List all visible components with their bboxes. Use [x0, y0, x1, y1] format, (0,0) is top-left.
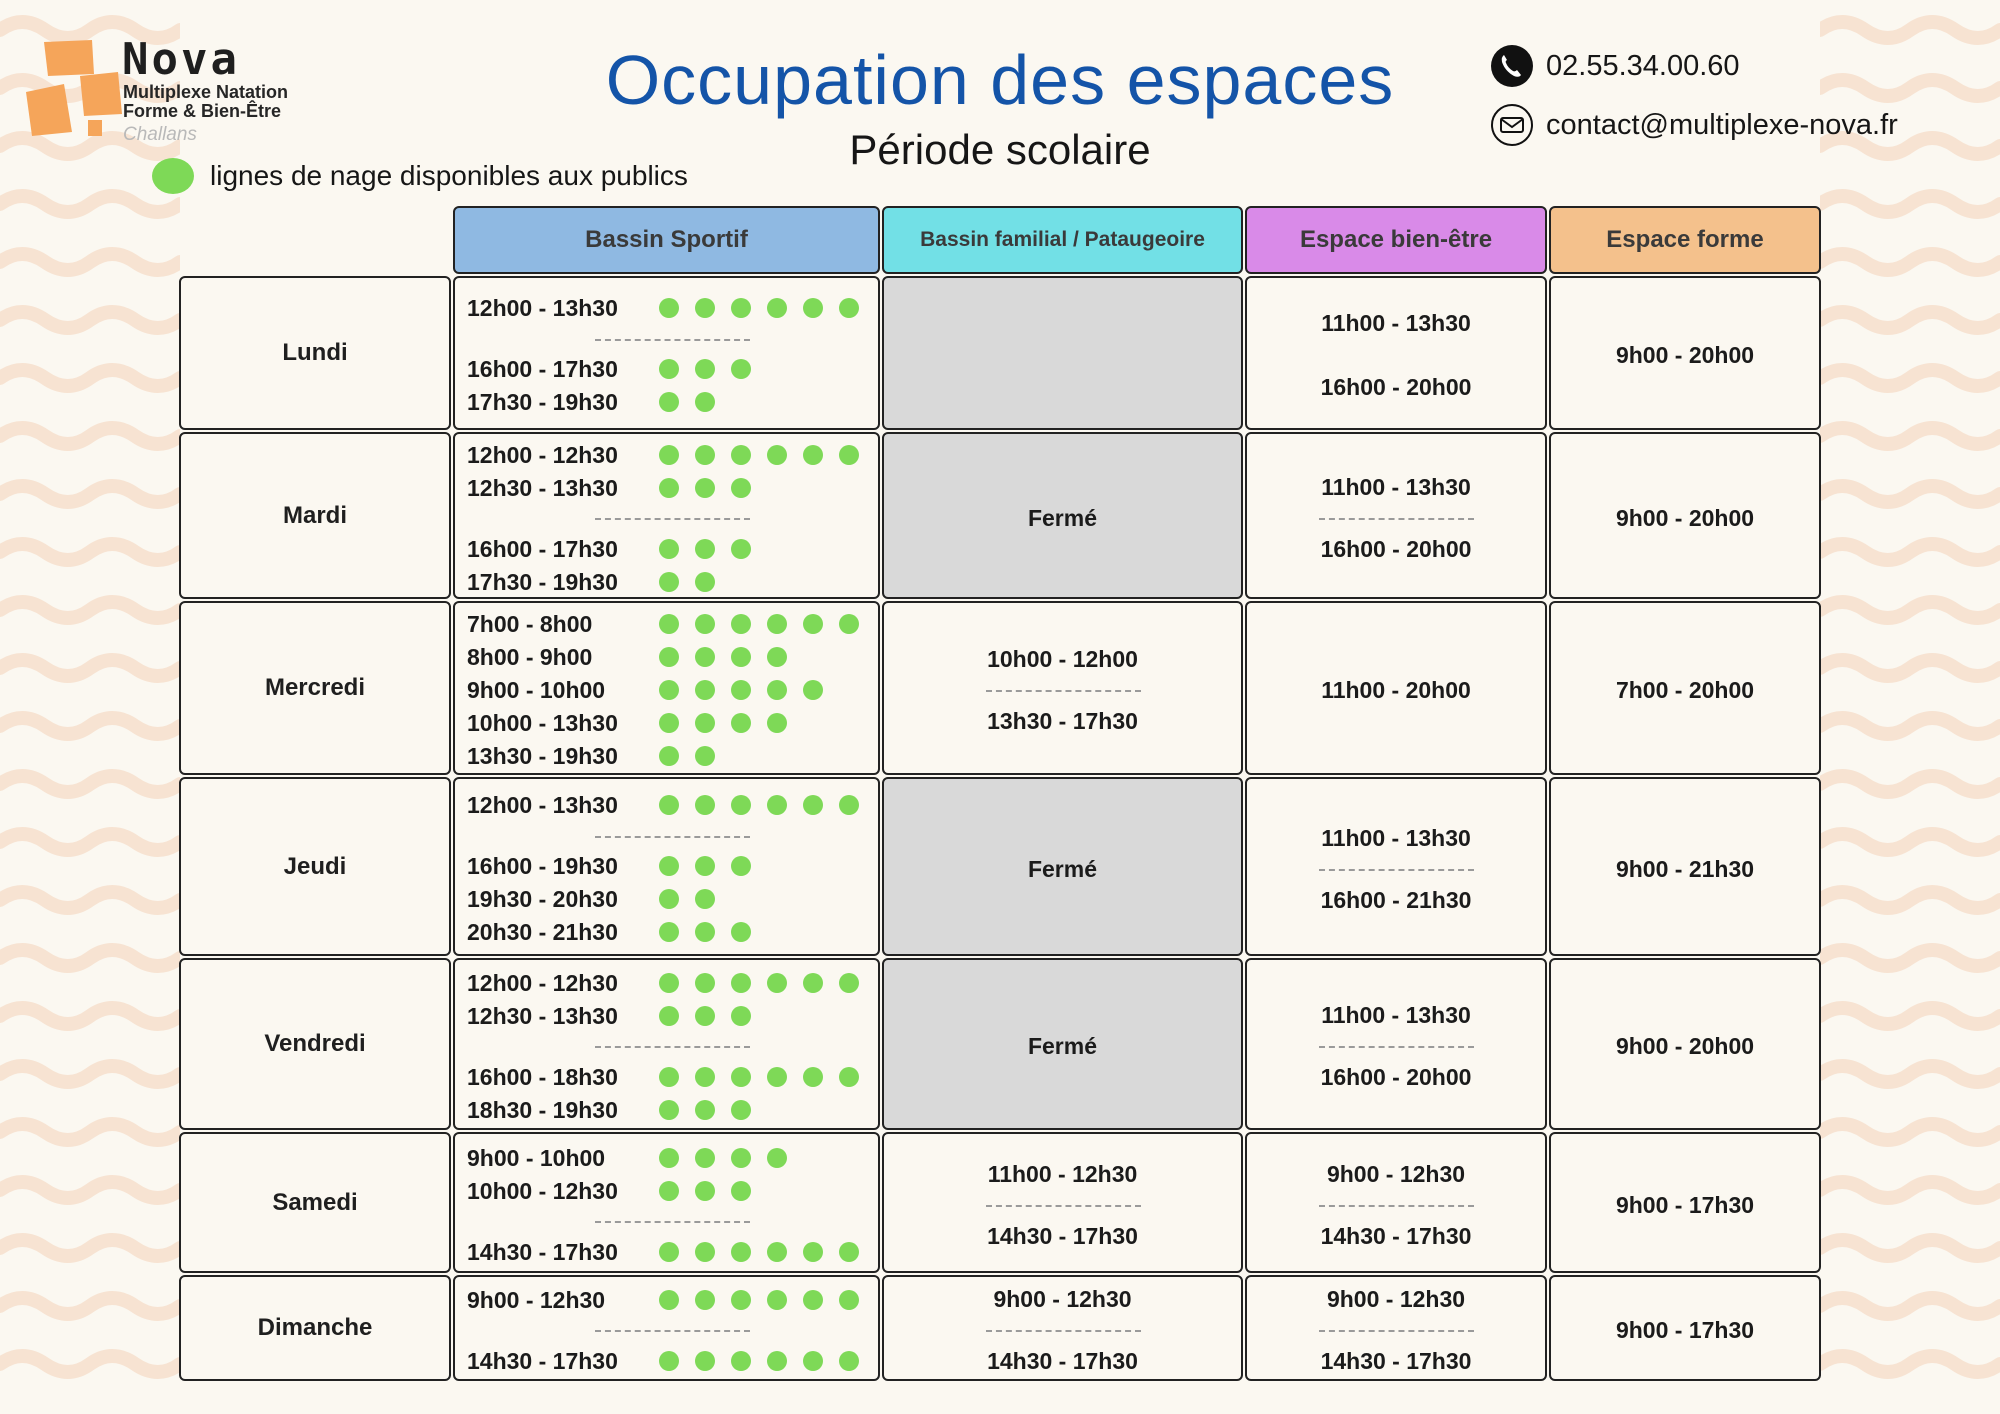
time-slot: 16h00 - 19h30 [467, 853, 618, 879]
day-cell-jeudi: Jeudi [179, 777, 451, 956]
time-slot: 19h30 - 20h30 [467, 886, 618, 912]
time-slot: 9h00 - 20h00 [1615, 342, 1755, 368]
lane-dot [695, 1351, 715, 1371]
espace-bien-etre-cell [1245, 601, 1547, 775]
lane-dot [767, 1067, 787, 1087]
lane-dot [731, 922, 751, 942]
espace-forme-cell [1549, 777, 1821, 956]
bassin-sportif-cell [453, 958, 880, 1130]
time-slot: 7h00 - 8h00 [467, 611, 593, 637]
separator-line [1319, 518, 1474, 520]
lane-dot [839, 298, 859, 318]
wave-stroke [0, 1356, 180, 1372]
bassin-sportif-cell [453, 1275, 880, 1381]
time-slot: 9h00 - 17h30 [1615, 1191, 1755, 1218]
lane-dots [659, 884, 731, 914]
lane-dot [767, 445, 787, 465]
lane-dots [659, 293, 875, 323]
lane-dot [731, 680, 751, 700]
wave-stroke [0, 1182, 180, 1198]
lane-dot [731, 1100, 751, 1120]
separator-line [986, 690, 1141, 692]
lane-dots [659, 440, 875, 470]
wave-stroke [0, 1124, 180, 1140]
bassin-familial-cell [882, 432, 1243, 599]
bassin-sportif-cell [453, 1132, 880, 1273]
lane-dot-legend-icon [152, 158, 194, 194]
espace-bien-etre-cell [1245, 1275, 1547, 1381]
time-slot: 9h00 - 21h30 [1615, 855, 1755, 882]
wave-stroke [1820, 1298, 2000, 1314]
lane-dot [731, 1242, 751, 1262]
wave-stroke [0, 1240, 180, 1256]
time-slot: 14h30 - 17h30 [1320, 1222, 1472, 1249]
separator-line [595, 1046, 750, 1048]
time-slot: 13h30 - 19h30 [467, 743, 618, 769]
bassin-sportif-cell [453, 276, 880, 430]
brand-line2: Forme & Bien-Être [123, 101, 282, 121]
lane-dots [659, 1237, 875, 1267]
lane-dot [767, 614, 787, 634]
lane-dot [695, 572, 715, 592]
lane-dot [803, 1290, 823, 1310]
separator-line [986, 1330, 1141, 1332]
lane-dot [695, 1100, 715, 1120]
wave-stroke [1820, 1182, 2000, 1198]
wave-stroke [0, 718, 180, 734]
lane-dot [659, 746, 679, 766]
lane-dot [731, 478, 751, 498]
time-slot: 9h00 - 10h00 [467, 1144, 606, 1171]
lane-dots [659, 917, 767, 947]
lane-dot [659, 795, 679, 815]
lane-dot [803, 680, 823, 700]
espace-forme-cell [1549, 276, 1821, 430]
lane-dots [659, 968, 875, 998]
time-slot: 12h30 - 13h30 [467, 474, 618, 501]
header-espace-bien-etre: Espace bien-être [1245, 206, 1547, 274]
time-slot: 16h00 - 17h30 [467, 356, 618, 382]
lane-dot [659, 359, 679, 379]
lane-dot [695, 539, 715, 559]
lane-dot [803, 795, 823, 815]
lane-dot [659, 614, 679, 634]
time-slot: 16h00 - 20h00 [1320, 1064, 1472, 1090]
lane-dot [695, 1290, 715, 1310]
lane-dots [659, 790, 875, 820]
lane-dot [659, 539, 679, 559]
lane-dot [731, 1290, 751, 1310]
lane-dot [659, 445, 679, 465]
lane-dot [695, 614, 715, 634]
legend [152, 158, 688, 194]
time-slot: 10h00 - 12h00 [987, 646, 1138, 672]
time-slot: 9h00 - 12h30 [1326, 1286, 1466, 1312]
separator-line [595, 518, 750, 520]
espace-bien-etre-cell [1245, 777, 1547, 956]
lane-dot [731, 298, 751, 318]
bassin-familial-cell [882, 777, 1243, 956]
wave-stroke [1820, 950, 2000, 966]
lane-dot [695, 795, 715, 815]
lane-dots [659, 1176, 767, 1206]
time-slot: 9h00 - 17h30 [1615, 1317, 1755, 1343]
lane-dot [839, 1242, 859, 1262]
lane-dots [659, 708, 803, 738]
lane-dot [695, 392, 715, 412]
brand-city: Challans [123, 124, 197, 145]
wave-stroke [1820, 892, 2000, 908]
lane-dots [659, 1062, 875, 1092]
wave-stroke [0, 544, 180, 560]
bassin-familial-cell [882, 601, 1243, 775]
wave-stroke [0, 428, 180, 444]
header-espace-forme: Espace forme [1549, 206, 1821, 274]
time-slot: 9h00 - 12h30 [467, 1286, 606, 1313]
time-slot: 16h00 - 20h00 [1320, 374, 1472, 400]
right-wave-decoration [1820, 0, 2000, 1414]
day-cell-dimanche: Dimanche [179, 1275, 451, 1381]
lane-dot [659, 1148, 679, 1168]
wave-stroke [0, 312, 180, 328]
time-slot: 12h00 - 12h30 [467, 441, 618, 468]
lane-dot [695, 1242, 715, 1262]
lane-dot [839, 795, 859, 815]
time-slot: 13h30 - 17h30 [987, 708, 1138, 734]
bassin-familial-cell [882, 1132, 1243, 1273]
separator-line [1319, 1330, 1474, 1332]
lane-dot [767, 298, 787, 318]
lane-dot [659, 1242, 679, 1262]
day-cell-mardi: Mardi [179, 432, 451, 599]
time-slot: 11h00 - 13h30 [1321, 473, 1471, 500]
lane-dot [695, 445, 715, 465]
wave-stroke [0, 602, 180, 618]
espace-forme-cell [1549, 1132, 1821, 1273]
time-slot: 12h00 - 12h30 [467, 969, 618, 996]
lane-dots [659, 354, 767, 384]
time-slot: 11h00 - 12h30 [987, 1160, 1138, 1187]
wave-stroke [1820, 254, 2000, 270]
wave-stroke [1820, 1066, 2000, 1082]
time-slot: 9h00 - 12h30 [993, 1286, 1132, 1312]
lane-dot [659, 392, 679, 412]
time-slot: 12h00 - 13h30 [467, 295, 618, 321]
lane-dot [695, 713, 715, 733]
time-slot: 9h00 - 12h30 [1326, 1160, 1466, 1187]
lane-dot [659, 298, 679, 318]
phone-number[interactable]: 02.55.34.00.60 [1546, 49, 1740, 82]
day-cell-mercredi: Mercredi [179, 601, 451, 775]
lane-dots [659, 1143, 803, 1173]
lane-dot [767, 713, 787, 733]
page-title: Occupation des espaces [605, 41, 1395, 119]
lane-dot [659, 973, 679, 993]
lane-dot [659, 1181, 679, 1201]
time-slot: 9h00 - 10h00 [467, 677, 606, 703]
wave-stroke [1820, 776, 2000, 792]
espace-forme-cell [1549, 601, 1821, 775]
time-slot: 16h00 - 18h30 [467, 1063, 618, 1090]
time-slot: 11h00 - 13h30 [1321, 310, 1471, 336]
lane-dots [659, 609, 875, 639]
lane-dot [659, 922, 679, 942]
lane-dot [659, 1351, 679, 1371]
brand-name: Nova [122, 34, 240, 85]
bassin-familial-cell [882, 958, 1243, 1130]
time-slot: 12h00 - 13h30 [467, 792, 618, 818]
lane-dot [659, 1290, 679, 1310]
separator-line [595, 1221, 750, 1223]
lane-dot [695, 856, 715, 876]
brand-line1: Multiplexe Natation [123, 82, 289, 102]
lane-dot [695, 1148, 715, 1168]
lane-dot [731, 856, 751, 876]
lane-dots [659, 1346, 875, 1376]
wave-stroke [0, 834, 180, 850]
time-slot: 16h00 - 21h30 [1320, 886, 1472, 913]
time-slot: 10h00 - 12h30 [467, 1177, 618, 1204]
espace-bien-etre-cell [1245, 432, 1547, 599]
wave-stroke [0, 776, 180, 792]
lane-dot [731, 539, 751, 559]
email-address[interactable]: contact@multiplexe-nova.fr [1546, 108, 1898, 141]
lane-dot [767, 1148, 787, 1168]
wave-stroke [0, 892, 180, 908]
separator-line [1319, 1046, 1474, 1048]
lane-dot [695, 973, 715, 993]
time-slot: 11h00 - 13h30 [1321, 1002, 1471, 1028]
lane-dot [839, 614, 859, 634]
lane-dot [731, 1148, 751, 1168]
lane-dot [731, 973, 751, 993]
wave-stroke [0, 486, 180, 502]
lane-dots [659, 1095, 767, 1125]
lane-dots [659, 534, 767, 564]
lane-dot [695, 922, 715, 942]
wave-stroke [1820, 1008, 2000, 1024]
lane-dot [839, 1067, 859, 1087]
lane-dot [803, 973, 823, 993]
wave-stroke [1820, 22, 2000, 38]
lane-dot [731, 614, 751, 634]
wave-stroke [1820, 370, 2000, 386]
lane-dots [659, 473, 767, 503]
separator-line [595, 836, 750, 838]
lane-dot [731, 1181, 751, 1201]
lane-dot [731, 359, 751, 379]
lane-dot [839, 445, 859, 465]
wave-stroke [1820, 1356, 2000, 1372]
time-slot: 10h00 - 13h30 [467, 710, 618, 736]
espace-bien-etre-cell [1245, 276, 1547, 430]
lane-dot [695, 1181, 715, 1201]
separator-line [1319, 1205, 1474, 1207]
header-bassin-sportif: Bassin Sportif [453, 206, 880, 274]
lane-dot [695, 1006, 715, 1026]
phone-icon [1490, 44, 1534, 88]
separator-line [595, 1330, 750, 1332]
lane-dot [839, 973, 859, 993]
time-slot: 9h00 - 20h00 [1615, 1033, 1755, 1059]
time-slot: 14h30 - 17h30 [987, 1222, 1138, 1249]
time-slot: 16h00 - 20h00 [1320, 535, 1472, 562]
contact-phone [1490, 41, 1740, 91]
espace-bien-etre-cell [1245, 958, 1547, 1130]
time-slot: 8h00 - 9h00 [467, 644, 593, 670]
time-slot: 11h00 - 13h30 [1321, 824, 1471, 851]
time-slot: Fermé [1027, 1033, 1098, 1059]
lane-dot [767, 680, 787, 700]
lane-dots [659, 741, 731, 771]
wave-stroke [1820, 1124, 2000, 1140]
lane-dots [659, 567, 731, 597]
wave-stroke [1820, 602, 2000, 618]
time-slot: 14h30 - 17h30 [1320, 1348, 1472, 1374]
time-slot: 20h30 - 21h30 [467, 919, 618, 945]
wave-stroke [0, 1298, 180, 1314]
lane-dot [803, 298, 823, 318]
lane-dot [731, 795, 751, 815]
time-slot: 7h00 - 20h00 [1615, 677, 1755, 703]
bassin-sportif-cell [453, 601, 880, 775]
lane-dot [695, 680, 715, 700]
lane-dot [731, 1006, 751, 1026]
lane-dot [659, 647, 679, 667]
time-slot: 18h30 - 19h30 [467, 1096, 618, 1123]
lane-dot [731, 445, 751, 465]
wave-stroke [1820, 834, 2000, 850]
espace-bien-etre-cell [1245, 1132, 1547, 1273]
time-slot: 9h00 - 20h00 [1615, 504, 1755, 531]
separator-line [986, 1205, 1141, 1207]
separator-line [1319, 869, 1474, 871]
wave-stroke [1820, 544, 2000, 560]
lane-dots [659, 1001, 767, 1031]
lane-dot [659, 572, 679, 592]
lane-dot [659, 889, 679, 909]
mail-icon [1490, 103, 1534, 147]
lane-dots [659, 642, 803, 672]
lane-dot [767, 795, 787, 815]
lane-dot [803, 1242, 823, 1262]
lane-dot [767, 973, 787, 993]
lane-dot [695, 647, 715, 667]
lane-dots [659, 851, 767, 881]
lane-dot [659, 1006, 679, 1026]
lane-dots [659, 1285, 875, 1315]
nova-logo [22, 36, 322, 156]
time-slot: 16h00 - 17h30 [467, 535, 618, 562]
wave-stroke [1820, 718, 2000, 734]
espace-forme-cell [1549, 958, 1821, 1130]
wave-stroke [0, 254, 180, 270]
wave-stroke [0, 1008, 180, 1024]
time-slot: 17h30 - 19h30 [467, 568, 618, 595]
lane-dot [695, 746, 715, 766]
time-slot: 12h30 - 13h30 [467, 1002, 618, 1029]
wave-stroke [0, 660, 180, 676]
lane-dot [659, 680, 679, 700]
time-slot: 17h30 - 19h30 [467, 389, 618, 415]
wave-stroke [0, 1066, 180, 1082]
separator-line [595, 339, 750, 341]
lane-dot [767, 647, 787, 667]
bassin-sportif-cell [453, 777, 880, 956]
page-subtitle: Période scolaire [849, 126, 1151, 173]
lane-dots [659, 675, 839, 705]
espace-forme-cell [1549, 1275, 1821, 1381]
time-slot: 14h30 - 17h30 [467, 1238, 618, 1265]
lane-dot [695, 889, 715, 909]
wave-stroke [1820, 1240, 2000, 1256]
day-cell-samedi: Samedi [179, 1132, 451, 1273]
legend-label: lignes de nage disponibles aux publics [210, 160, 688, 191]
day-cell-vendredi: Vendredi [179, 958, 451, 1130]
wave-stroke [0, 950, 180, 966]
wave-stroke [1820, 486, 2000, 502]
lane-dot [839, 1351, 859, 1371]
wave-stroke [0, 196, 180, 212]
lane-dot [659, 478, 679, 498]
lane-dot [839, 1290, 859, 1310]
lane-dot [731, 647, 751, 667]
bassin-familial-cell [882, 276, 1243, 430]
lane-dot [731, 713, 751, 733]
lane-dot [695, 478, 715, 498]
header-bassin-familial: Bassin familial / Pataugeoire [882, 206, 1243, 274]
time-slot: 14h30 - 17h30 [467, 1347, 618, 1374]
day-cell-lundi: Lundi [179, 276, 451, 430]
lane-dot [659, 1067, 679, 1087]
time-slot: 14h30 - 17h30 [987, 1348, 1138, 1374]
lane-dot [767, 1351, 787, 1371]
lane-dot [731, 1351, 751, 1371]
lane-dot [695, 1067, 715, 1087]
time-slot: Fermé [1027, 504, 1098, 531]
lane-dot [695, 359, 715, 379]
lane-dot [803, 445, 823, 465]
lane-dot [659, 713, 679, 733]
contact-email [1490, 100, 1898, 150]
wave-stroke [1820, 660, 2000, 676]
left-wave-decoration [0, 0, 180, 1414]
time-slot: 11h00 - 20h00 [1321, 677, 1471, 703]
lane-dot [803, 1067, 823, 1087]
lane-dots [659, 387, 731, 417]
lane-dot [767, 1242, 787, 1262]
wave-stroke [0, 370, 180, 386]
bassin-familial-cell [882, 1275, 1243, 1381]
bassin-sportif-cell [453, 432, 880, 599]
wave-stroke [1820, 312, 2000, 328]
wave-stroke [1820, 196, 2000, 212]
espace-forme-cell [1549, 432, 1821, 599]
time-slot: Fermé [1027, 855, 1098, 882]
lane-dot [659, 1100, 679, 1120]
wave-stroke [1820, 428, 2000, 444]
lane-dot [731, 1067, 751, 1087]
wave-stroke [1820, 80, 2000, 96]
lane-dot [695, 298, 715, 318]
lane-dot [659, 856, 679, 876]
lane-dot [767, 1290, 787, 1310]
lane-dot [803, 614, 823, 634]
lane-dot [803, 1351, 823, 1371]
